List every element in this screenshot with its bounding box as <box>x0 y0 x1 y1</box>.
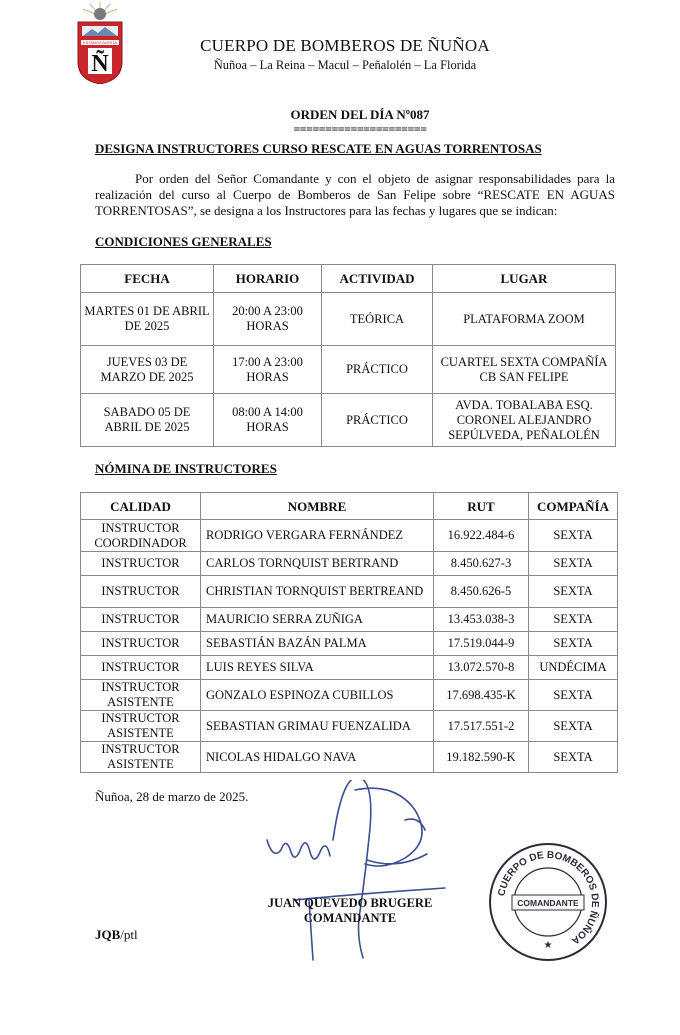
fire-department-logo <box>74 2 126 84</box>
cell-name: GONZALO ESPINOZA CUBILLOS <box>201 680 434 711</box>
cell-role: INSTRUCTOR ASISTENTE <box>81 711 201 742</box>
table-row <box>81 346 616 394</box>
column-header-compania: COMPAÑÍA <box>529 493 618 520</box>
cell-role: INSTRUCTOR ASISTENTE <box>81 742 201 773</box>
cell-company: SEXTA <box>529 576 618 608</box>
cell-company: SEXTA <box>529 632 618 656</box>
cell-company: SEXTA <box>529 608 618 632</box>
conditions-heading: CONDICIONES GENERALES <box>95 234 272 249</box>
order-subject: DESIGNA INSTRUCTORES CURSO RESCATE EN AGUAS TORRENTOSAS <box>95 141 542 156</box>
cell-role: INSTRUCTOR <box>81 576 201 608</box>
stamp-center-text: COMANDANTE <box>517 898 579 908</box>
cell-date: SABADO 05 DE ABRIL DE 2025 <box>81 394 214 447</box>
cell-name: RODRIGO VERGARA FERNÁNDEZ <box>201 520 434 552</box>
cell-rut: 13.072.570-8 <box>434 656 529 680</box>
cell-rut: 17.517.551-2 <box>434 711 529 742</box>
cell-name: CARLOS TORNQUIST BERTRAND <box>201 552 434 576</box>
cell-name: LUIS REYES SILVA <box>201 656 434 680</box>
cell-role: INSTRUCTOR <box>81 608 201 632</box>
cell-company: SEXTA <box>529 680 618 711</box>
column-header-lugar: LUGAR <box>433 265 616 293</box>
cell-date: JUEVES 03 DE MARZO DE 2025 <box>81 346 214 394</box>
cell-rut: 16.922.484-6 <box>434 520 529 552</box>
table-row <box>81 742 618 773</box>
cell-name: SEBASTIÁN BAZÁN PALMA <box>201 632 434 656</box>
initials-author: JQB <box>95 927 121 942</box>
signer-name: JUAN QUEVEDO BRUGERE <box>267 896 433 910</box>
roster-heading: NÓMINA DE INSTRUCTORES <box>95 461 277 476</box>
cell-company: SEXTA <box>529 742 618 773</box>
cell-name: CHRISTIAN TORNQUIST BERTREAND <box>201 576 434 608</box>
cell-rut: 13.453.038-3 <box>434 608 529 632</box>
cell-role: INSTRUCTOR COORDINADOR <box>81 520 201 552</box>
column-header-nombre: NOMBRE <box>201 493 434 520</box>
cell-place: AVDA. TOBALABA ESQ. CORONEL ALEJANDRO SEPÚLVEDA, PEÑALOLÉN <box>433 394 616 447</box>
table-row <box>81 680 618 711</box>
cell-role: INSTRUCTOR <box>81 632 201 656</box>
cell-rut: 17.519.044-9 <box>434 632 529 656</box>
cell-activity: PRÁCTICO <box>322 394 433 447</box>
table-row <box>81 711 618 742</box>
column-header-calidad: CALIDAD <box>81 493 201 520</box>
title-rule: ===================== <box>293 122 427 136</box>
cell-rut: 8.450.627-3 <box>434 552 529 576</box>
cell-rut: 8.450.626-5 <box>434 576 529 608</box>
table-header-row <box>81 265 616 293</box>
intro-paragraph: Por orden del Señor Comandante y con el objeto de asignar responsabilidades para la realización del curso al Cuerpo de Bomberos de San Felipe sobre “RESCATE EN AGUAS TORRENTOSAS”, se designa a los Instructores para las fechas y lugares que se indican: <box>95 171 615 218</box>
initials-typist: /ptl <box>120 927 138 942</box>
logo-motto: ESTAMOS ALERTA <box>83 41 117 45</box>
cell-time: 17:00 A 23:00 HORAS <box>214 346 322 394</box>
table-row <box>81 293 616 346</box>
cell-place: CUARTEL SEXTA COMPAÑÍA CB SAN FELIPE <box>433 346 616 394</box>
cell-name: MAURICIO SERRA ZUÑIGA <box>201 608 434 632</box>
stamp-ring-text: CUERPO DE BOMBEROS DE ÑUÑOA <box>496 849 601 947</box>
logo-letter: Ñ <box>91 51 109 77</box>
order-title: ORDEN DEL DÍA Nº087 <box>290 107 430 122</box>
star-icon: ★ <box>543 940 553 951</box>
cell-role: INSTRUCTOR ASISTENTE <box>81 680 201 711</box>
cell-company: SEXTA <box>529 552 618 576</box>
cell-company: SEXTA <box>529 711 618 742</box>
cell-role: INSTRUCTOR <box>81 656 201 680</box>
table-row <box>81 608 618 632</box>
cell-role: INSTRUCTOR <box>81 552 201 576</box>
cell-company: UNDÉCIMA <box>529 656 618 680</box>
reference-initials <box>95 927 138 943</box>
cell-date: MARTES 01 DE ABRIL DE 2025 <box>81 293 214 346</box>
column-header-actividad: ACTIVIDAD <box>322 265 433 293</box>
signer-title: COMANDANTE <box>303 911 397 925</box>
instructors-table <box>80 492 618 773</box>
cell-time: 08:00 A 14:00 HORAS <box>214 394 322 447</box>
organization-name: CUERPO DE BOMBEROS DE ÑUÑOA <box>200 36 490 55</box>
cell-rut: 17.698.435-K <box>434 680 529 711</box>
column-header-rut: RUT <box>434 493 529 520</box>
table-row <box>81 656 618 680</box>
cell-activity: TEÓRICA <box>322 293 433 346</box>
table-header-row <box>81 493 618 520</box>
official-stamp <box>486 840 610 964</box>
table-row <box>81 552 618 576</box>
cell-name: NICOLAS HIDALGO NAVA <box>201 742 434 773</box>
column-header-fecha: FECHA <box>81 265 214 293</box>
cell-time: 20:00 A 23:00 HORAS <box>214 293 322 346</box>
place-and-date: Ñuñoa, 28 de marzo de 2025. <box>95 789 249 804</box>
cell-name: SEBASTIAN GRIMAU FUENZALIDA <box>201 711 434 742</box>
organization-communes: Ñuñoa – La Reina – Macul – Peñalolén – La Florida <box>213 58 477 72</box>
column-header-horario: HORARIO <box>214 265 322 293</box>
table-row <box>81 576 618 608</box>
table-row <box>81 632 618 656</box>
table-row <box>81 520 618 552</box>
cell-rut: 19.182.590-K <box>434 742 529 773</box>
cell-activity: PRÁCTICO <box>322 346 433 394</box>
cell-place: PLATAFORMA ZOOM <box>433 293 616 346</box>
handwritten-signature <box>255 780 505 970</box>
schedule-table <box>80 264 616 447</box>
cell-company: SEXTA <box>529 520 618 552</box>
table-row <box>81 394 616 447</box>
